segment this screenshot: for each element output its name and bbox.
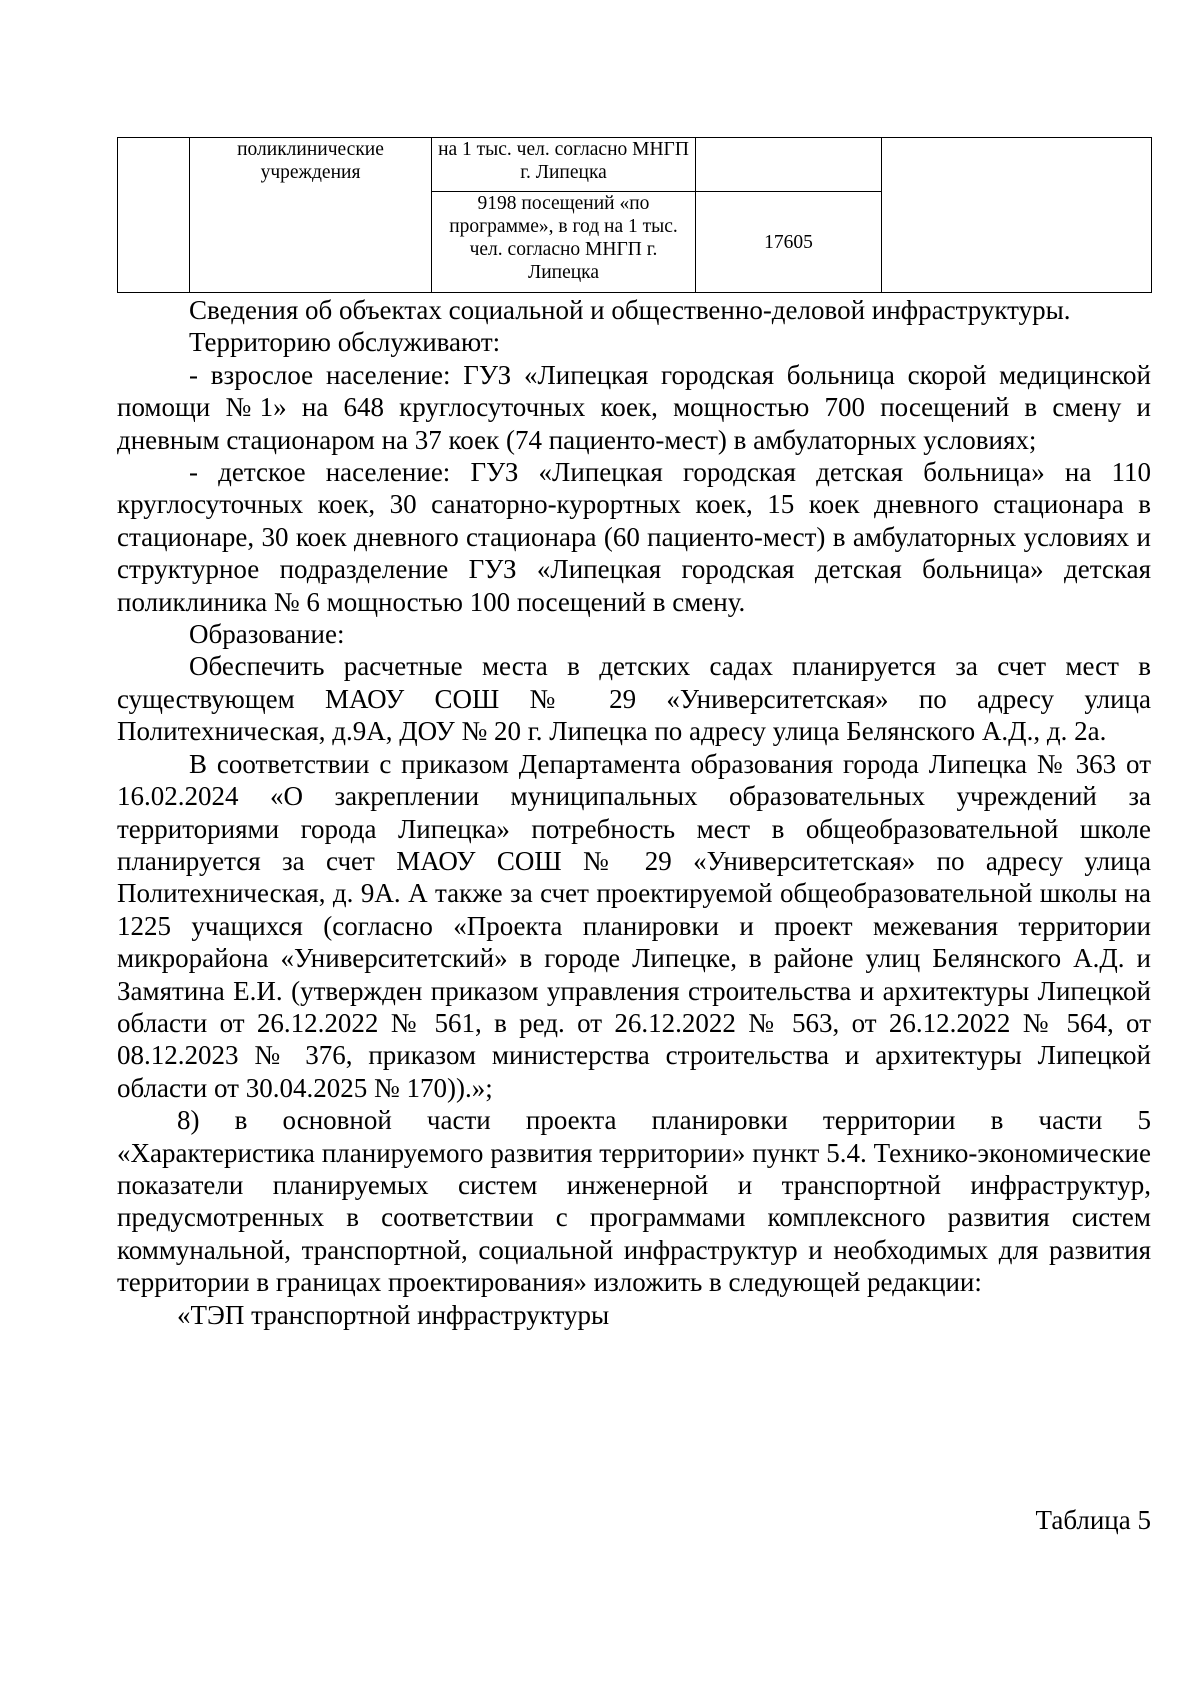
paragraph-served-by: Территорию обслуживают: — [189, 327, 501, 358]
paragraph-transport-tep: «ТЭП транспортной инфраструктуры — [177, 1299, 610, 1330]
continuation-table — [117, 137, 1152, 293]
table-cell-value: 17605 — [696, 192, 882, 293]
paragraph-adult-population: - взрослое население: ГУЗ «Липецкая городская больница скорой медицинской помощи №1» на 648 круглосуточных коек, мощностью 700 посещений в смену и дневным стационаром на 37 коек (74 пациенто-мест) в амбулаторных условиях; — [117, 359, 1151, 455]
table-cell-value — [696, 138, 882, 192]
paragraph-school-order: В соответствии с приказом Департамента образования города Липецка № 363 от 16.02.2024 «О закреплении муниципальных образовательных учреждений за территориями города Липецка» потребность мест в общеобразовательной школе планируется за счет МАОУ СОШ № 29 «Университетская» по адресу улица Политехническая, д. 9А. А также за счет проектируемой общеобразовательной школы на 1225 учащихся (согласно «Проекта планировки и проект межевания территории микрорайона «Университетский» в городе Липецке, в районе улиц Белянского А.Д. и Замятина Е.И. (утвержден приказом управления строительства и архитектуры Липецкой области от 26.12.2022 № 561, в ред. от 26.12.2022 № 563, от 26.12.2022 № 564, от 08.12.2023 № 376, приказом министерства строительства и архитектуры Липецкой области от 30.04.2025 № 170)).»; — [117, 748, 1151, 1103]
table-row — [118, 138, 1152, 192]
paragraph-infrastructure-heading: Сведения об объектах социальной и общественно-деловой инфраструктуры. — [189, 295, 1071, 325]
paragraph-child-population: - детское население: ГУЗ «Липецкая городская детская больница» на 110 круглосуточных коек, 30 санаторно-курортных коек, 15 коек дневного стационара в стационаре, 30 коек дневного стационара (60 пациенто-мест) в амбулаторных условиях и структурное подразделение ГУЗ «Липецкая городская детская больница» детская поликлиника № 6 мощностью 100 посещений в смену. — [117, 457, 1151, 617]
paragraph-education-heading: Образование: — [189, 619, 345, 650]
table-cell-facility: поликлинические учреждения — [190, 138, 432, 293]
document-body — [117, 294, 1151, 1331]
table-cell-norm: на 1 тыс. чел. согласно МНГП г. Липецка — [432, 138, 696, 192]
table-cell-number — [118, 138, 190, 293]
table-caption: Таблица 5 — [1035, 1505, 1151, 1535]
paragraph-kindergartens: Обеспечить расчетные места в детских садах планируется за счет мест в существующем МАОУ СОШ № 29 «Университетская» по адресу улица Политехническая, д.9А, ДОУ № 20 г. Липецка по адресу улица Белянского А.Д., д. 2а. — [117, 651, 1151, 747]
paragraph-item-8-first-line: 8) в основной части проекта планировки территории в части 5 — [177, 1105, 1151, 1136]
table-cell-norm: 9198 посещений «по программе», в год на 1 тыс. чел. согласно МНГП г. Липецка — [432, 192, 696, 293]
table-cell-note — [882, 138, 1152, 293]
paragraph-item-8: «Характеристика планируемого развития территории» пункт 5.4. Технико-экономические показатели планируемых систем инженерной и транспортной инфраструктур, предусмотренных в соответствии с программами комплексного развития систем коммунальной, транспортной, социальной инфраструктур и необходимых для развития территории в границах проектирования» изложить в следующей редакции: — [117, 1137, 1151, 1298]
